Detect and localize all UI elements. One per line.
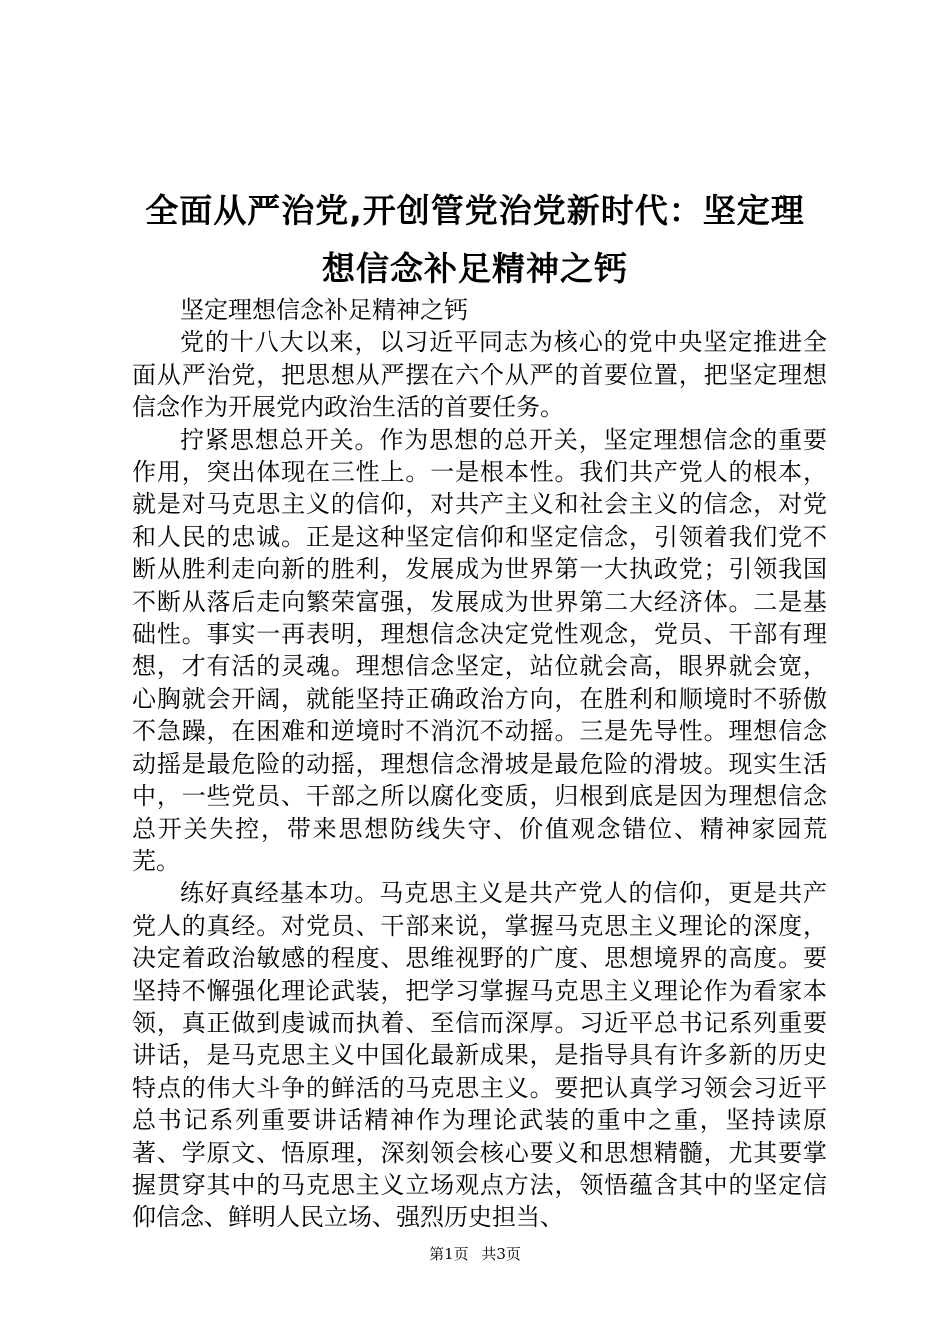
title-line-2: 想信念补足精神之钙 xyxy=(322,249,628,288)
body-paragraph: 练好真经基本功。马克思主义是共产党人的信仰，更是共产党人的真经。对党员、干部来说，掌握马克思主义理论的深度，决定着政治敏感的程度、思维视野的广度、思想境界的高度。要坚持不懈强化理论武装，把学习掌握马克思主义理论作为看家本领，真正做到虔诚而执着、至信而深厚。习近平总书记系列重要讲话，是马克思主义中国化最新成果，是指导具有许多新的历史特点的伟大斗争的鲜活的马克思主义。要把认真学习领会习近平总书记系列重要讲话精神作为理论武装的重中之重，坚持读原著、学原文、悟原理，深刻领会核心要义和思想精髓，尤其要掌握贯穿其中的马克思主义立场观点方法，领悟蕴含其中的坚定信仰信念、鲜明人民立场、强烈历史担当、 xyxy=(132,879,827,1232)
body-paragraph: 党的十八大以来，以习近平同志为核心的党中央坚定推进全面从严治党，把思想从严摆在六个从严的首要位置，把坚定理想信念作为开展党内政治生活的首要任务。 xyxy=(132,328,827,422)
page-number: 第1页 xyxy=(429,1245,469,1263)
page-total: 共3页 xyxy=(481,1245,521,1263)
body-paragraph: 拧紧思想总开关。作为思想的总开关，坚定理想信念的重要作用，突出体现在三性上。一是根本性。我们共产党人的根本，就是对马克思主义的信仰，对共产主义和社会主义的信念，对党和人民的忠诚。正是这种坚定信仰和坚定信念，引领着我们党不断从胜利走向新的胜利，发展成为世界第一大执政党；引领我国不断从落后走向繁荣富强，发展成为世界第二大经济体。二是基础性。事实一再表明，理想信念决定党性观念，党员、干部有理想，才有活的灵魂。理想信念坚定，站位就会高，眼界就会宽，心胸就会开阔，就能坚持正确政治方向，在胜利和顺境时不骄傲不急躁，在困难和逆境时不消沉不动摇。三是先导性。理想信念动摇是最危险的动摇，理想信念滑坡是最危险的滑坡。现实生活中，一些党员、干部之所以腐化变质，归根到底是因为理想信念总开关失控，带来思想防线失守、价值观念错位、精神家园荒芜。 xyxy=(132,425,827,875)
title-line-1: 全面从严治党,开创管党治党新时代：坚定理 xyxy=(145,191,805,230)
page-footer xyxy=(0,1243,950,1264)
document-title xyxy=(120,182,830,298)
document-body xyxy=(132,294,827,1234)
subtitle-paragraph: 坚定理想信念补足精神之钙 xyxy=(180,296,468,324)
